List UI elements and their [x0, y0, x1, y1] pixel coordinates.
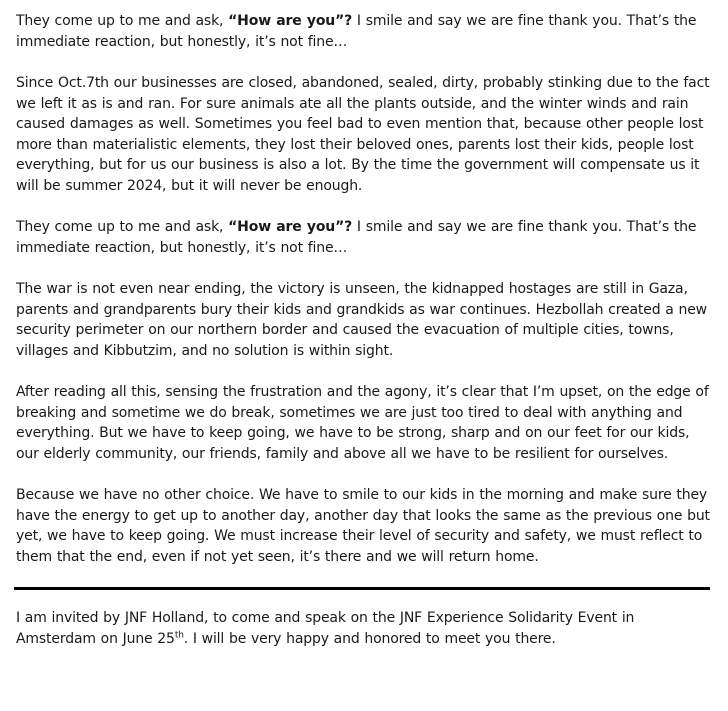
invitation-text-end: . I will be very happy and honored to meet you there. — [183, 630, 556, 647]
paragraph-text: I smile and say we are fine thank you. That’s the immediate reaction, but honestly, it’s not fine… — [16, 219, 697, 256]
paragraph-spacer — [16, 52, 716, 73]
paragraph-businesses: Since Oct.7th our businesses are closed, abandoned, sealed, dirty, probably stinking due to the fact we left it as is and ran. For sure animals ate all the plants outside, and the winter winds and rain caused damages as well. Sometimes you feel bad to even mention that, because other people lost more than materialistic elements, they lost their beloved ones, parents lost their kids, people lost everything, but for us our business is also a lot. By the time the government will compensate us it will be summer 2024, but it will never be enough. — [16, 75, 710, 194]
paragraph-text: They come up to me and ask, — [16, 219, 229, 235]
paragraph-war: The war is not even near ending, the victory is unseen, the kidnapped hostages are still in Gaza, parents and grandparents bury their kids and grandkids as war continues. Hezbollah created a new security perimeter on our northern border and caused the evacuation of multiple cities, towns, villages and Kibbutzim, and no solution is within sight. — [16, 281, 707, 359]
paragraph-text: They come up to me and ask, — [16, 13, 229, 29]
invitation-text: I am invited by JNF Holland, to come and speak on the JNF Experience Solidarity Event in Amsterdam on June 25 — [16, 610, 635, 647]
paragraph-invitation — [16, 608, 716, 649]
paragraph-how-are-you-1 — [16, 11, 716, 52]
paragraph-text: I smile and say we are fine thank you. That’s the immediate reaction, but honestly, it’s not fine… — [16, 13, 697, 50]
ordinal-superscript: th — [174, 629, 184, 640]
bold-question: “How are you”? — [228, 13, 353, 29]
paragraph-frustration: After reading all this, sensing the frustration and the agony, it’s clear that I’m upset, on the edge of breaking and sometime we do break, sometimes we are just too tired to deal with anything and everything. But we have to keep going, we have to be strong, sharp and on our feet for our kids, our elderly community, our friends, family and above all we have to be resilient for ourselves. — [16, 384, 709, 462]
paragraph-no-choice: Because we have no other choice. We have to smile to our kids in the morning and make sure they have the energy to get up to another day, another day that looks the same as the previous one but yet, we have to keep going. We must increase their level of security and safety, we must reflect to them that the end, even if not yet seen, it’s there and we will return home. — [16, 487, 710, 565]
bold-question: “How are you”? — [228, 219, 353, 235]
paragraph-spacer — [16, 464, 716, 485]
paragraph-spacer — [16, 258, 716, 279]
paragraph-spacer — [16, 196, 716, 217]
horizontal-divider — [14, 587, 710, 590]
paragraph-spacer — [16, 361, 716, 382]
paragraph-how-are-you-2 — [16, 217, 716, 258]
document-body — [16, 11, 716, 649]
